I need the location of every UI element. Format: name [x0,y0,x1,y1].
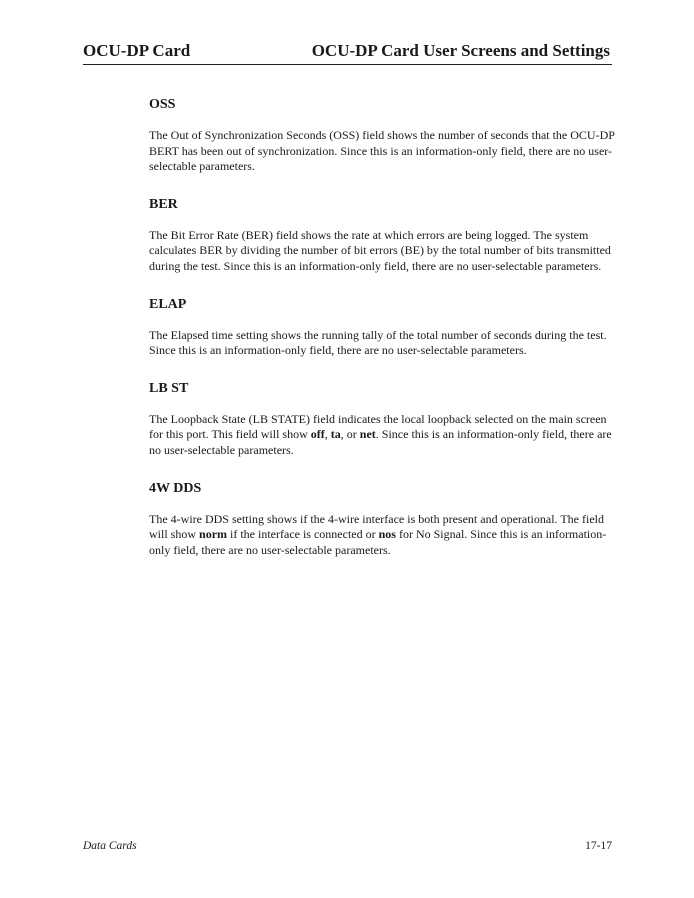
section-heading: LB ST [149,380,189,396]
section-heading: OSS [149,97,176,112]
paragraph-text: . Since this is an information-only field, there are no user-selectable parameters. [149,427,612,457]
paragraph-text: The 4-wire DDS setting shows if the 4-wire interface is both present and operational. The field will show [149,511,604,542]
separator: , [324,427,331,442]
section-heading: 4W DDS [149,480,202,496]
footer-chapter: Data Cards [83,840,137,852]
section-oss [149,96,615,175]
paragraph-text: if the interface is connected or [227,527,379,542]
section-paragraph: The Out of Synchronization Seconds (OSS) field shows the number of seconds that the OCU-DP BERT has been out of synchronization. Since this is an information-only field, there are no user-selectable parameters. [149,128,615,174]
page-footer [83,840,612,856]
page-number: 17-17 [585,840,612,852]
option-nos: nos [378,527,396,542]
option-net: net [359,427,376,442]
section-paragraph [149,512,615,559]
section-paragraph [149,412,615,459]
header-right-title: OCU-DP Card User Screens and Settings [311,41,610,60]
section-4w-dds [149,480,615,559]
option-norm: norm [199,527,228,542]
section-ber [149,196,615,275]
option-off: off [310,427,325,442]
section-paragraph: The Bit Error Rate (BER) field shows the rate at which errors are being logged. The system calculates BER by dividing the number of bit errors (BE) by the total number of bits transmitted during the test. Since this is an information-only field, there are no user-selectable parameters. [149,227,611,273]
page-content [149,96,615,558]
section-paragraph: The Elapsed time setting shows the running tally of the total number of seconds during the test. Since this is an information-only field, there are no user-selectable parameters. [149,327,607,358]
section-elap [149,296,615,359]
header-left-title: OCU-DP Card [83,41,191,60]
option-ta: ta [330,427,341,442]
paragraph-text: The Loopback State (LB STATE) field indicates the local loopback selected on the main screen for this port. This field will show [149,411,607,442]
paragraph-text: for No Signal. Since this is an information-only field, there are no user-selectable parameters. [149,527,607,557]
section-lb-st [149,380,615,459]
page-header [83,40,612,65]
separator: , or [340,427,360,442]
section-heading: ELAP [149,296,187,312]
section-heading: BER [149,196,178,212]
